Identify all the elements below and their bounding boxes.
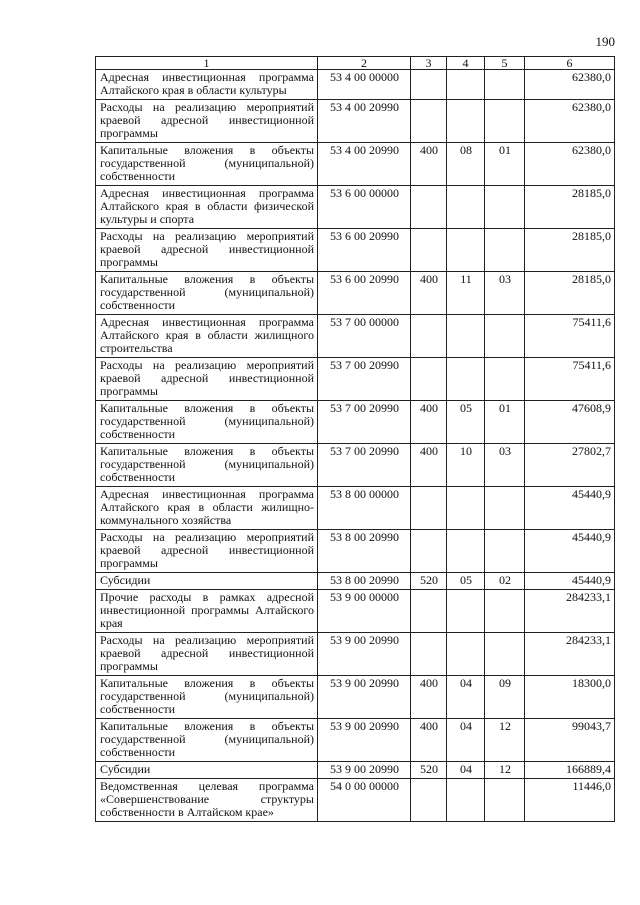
- cell-col-5: 03: [485, 272, 525, 315]
- cell-amount: 166889,4: [525, 762, 615, 779]
- header-col-2: 2: [318, 57, 411, 70]
- cell-col-4: 04: [447, 676, 485, 719]
- cell-col-4: 05: [447, 401, 485, 444]
- cell-col-3: [411, 590, 447, 633]
- cell-code: 53 6 00 20990: [318, 229, 411, 272]
- table-row: [96, 590, 615, 633]
- cell-name: Капитальные вложения в объекты государственной (муниципальной) собственности: [96, 676, 318, 719]
- header-col-6: 6: [525, 57, 615, 70]
- cell-name: Прочие расходы в рамках адресной инвестиционной программы Алтайского края: [96, 590, 318, 633]
- cell-col-3: [411, 358, 447, 401]
- cell-amount: 28185,0: [525, 229, 615, 272]
- table-row: [96, 401, 615, 444]
- cell-amount: 18300,0: [525, 676, 615, 719]
- cell-code: 53 9 00 20990: [318, 762, 411, 779]
- cell-name: Расходы на реализацию мероприятий краевой адресной инвестиционной программы: [96, 633, 318, 676]
- cell-col-3: 400: [411, 719, 447, 762]
- cell-amount: 75411,6: [525, 358, 615, 401]
- table-row: [96, 229, 615, 272]
- cell-name: Расходы на реализацию мероприятий краевой адресной инвестиционной программы: [96, 530, 318, 573]
- cell-amount: 28185,0: [525, 272, 615, 315]
- table-row: [96, 272, 615, 315]
- cell-code: 54 0 00 00000: [318, 779, 411, 822]
- table-row: [96, 444, 615, 487]
- header-col-3: 3: [411, 57, 447, 70]
- cell-col-4: 11: [447, 272, 485, 315]
- cell-code: 53 7 00 20990: [318, 358, 411, 401]
- cell-amount: 284233,1: [525, 633, 615, 676]
- cell-name: Расходы на реализацию мероприятий краевой адресной инвестиционной программы: [96, 100, 318, 143]
- table-row: [96, 633, 615, 676]
- cell-col-5: [485, 358, 525, 401]
- cell-col-3: 400: [411, 272, 447, 315]
- cell-col-3: [411, 229, 447, 272]
- cell-code: 53 6 00 20990: [318, 272, 411, 315]
- table-row: [96, 779, 615, 822]
- cell-col-5: [485, 100, 525, 143]
- cell-col-4: 05: [447, 573, 485, 590]
- cell-col-5: [485, 70, 525, 100]
- cell-col-3: [411, 70, 447, 100]
- cell-col-5: [485, 315, 525, 358]
- cell-amount: 47608,9: [525, 401, 615, 444]
- table-header: [96, 57, 615, 70]
- cell-col-5: 02: [485, 573, 525, 590]
- cell-col-3: [411, 530, 447, 573]
- cell-col-3: [411, 633, 447, 676]
- cell-amount: 27802,7: [525, 444, 615, 487]
- cell-name: Капитальные вложения в объекты государственной (муниципальной) собственности: [96, 719, 318, 762]
- cell-code: 53 7 00 00000: [318, 315, 411, 358]
- cell-code: 53 7 00 20990: [318, 444, 411, 487]
- cell-col-5: 12: [485, 719, 525, 762]
- cell-code: 53 9 00 20990: [318, 719, 411, 762]
- table-row: [96, 573, 615, 590]
- cell-code: 53 4 00 20990: [318, 100, 411, 143]
- cell-name: Адресная инвестиционная программа Алтайского края в области физической культуры и спорта: [96, 186, 318, 229]
- cell-col-5: [485, 487, 525, 530]
- cell-name: Расходы на реализацию мероприятий краевой адресной инвестиционной программы: [96, 229, 318, 272]
- page-number: 190: [595, 34, 615, 49]
- header-col-5: 5: [485, 57, 525, 70]
- cell-name: Капитальные вложения в объекты государственной (муниципальной) собственности: [96, 444, 318, 487]
- cell-code: 53 8 00 00000: [318, 487, 411, 530]
- cell-col-5: [485, 229, 525, 272]
- table-row: [96, 315, 615, 358]
- cell-col-4: 10: [447, 444, 485, 487]
- cell-col-3: [411, 186, 447, 229]
- cell-col-3: 520: [411, 762, 447, 779]
- cell-col-3: 520: [411, 573, 447, 590]
- cell-name: Капитальные вложения в объекты государственной (муниципальной) собственности: [96, 401, 318, 444]
- table-row: [96, 70, 615, 100]
- cell-col-3: 400: [411, 444, 447, 487]
- cell-code: 53 8 00 20990: [318, 573, 411, 590]
- cell-code: 53 9 00 20990: [318, 633, 411, 676]
- cell-col-3: [411, 779, 447, 822]
- cell-amount: 45440,9: [525, 487, 615, 530]
- cell-amount: 45440,9: [525, 573, 615, 590]
- header-col-4: 4: [447, 57, 485, 70]
- cell-col-4: [447, 779, 485, 822]
- cell-col-5: 01: [485, 143, 525, 186]
- cell-col-4: [447, 186, 485, 229]
- cell-name: Капитальные вложения в объекты государственной (муниципальной) собственности: [96, 143, 318, 186]
- table-row: [96, 186, 615, 229]
- table-row: [96, 358, 615, 401]
- cell-col-4: [447, 70, 485, 100]
- table-row: [96, 487, 615, 530]
- table-row: [96, 676, 615, 719]
- budget-table: [95, 56, 615, 822]
- table-row: [96, 530, 615, 573]
- cell-col-4: 04: [447, 719, 485, 762]
- cell-col-5: [485, 530, 525, 573]
- cell-name: Адресная инвестиционная программа Алтайского края в области культуры: [96, 70, 318, 100]
- cell-col-3: [411, 100, 447, 143]
- table-body: [96, 70, 615, 822]
- cell-col-5: [485, 186, 525, 229]
- cell-amount: 28185,0: [525, 186, 615, 229]
- header-row: [96, 57, 615, 70]
- table-row: [96, 100, 615, 143]
- cell-amount: 62380,0: [525, 143, 615, 186]
- cell-amount: 62380,0: [525, 100, 615, 143]
- cell-col-4: [447, 100, 485, 143]
- cell-col-5: [485, 779, 525, 822]
- cell-amount: 284233,1: [525, 590, 615, 633]
- cell-col-3: [411, 315, 447, 358]
- cell-amount: 99043,7: [525, 719, 615, 762]
- cell-code: 53 9 00 00000: [318, 590, 411, 633]
- table-row: [96, 762, 615, 779]
- cell-name: Ведомственная целевая программа «Совершенствование структуры собственности в Алтайском крае»: [96, 779, 318, 822]
- cell-name: Адресная инвестиционная программа Алтайского края в области жилищно-коммунального хозяйства: [96, 487, 318, 530]
- cell-col-4: [447, 633, 485, 676]
- cell-amount: 75411,6: [525, 315, 615, 358]
- cell-col-5: 03: [485, 444, 525, 487]
- table-row: [96, 143, 615, 186]
- cell-col-4: [447, 590, 485, 633]
- header-col-1: 1: [96, 57, 318, 70]
- cell-amount: 11446,0: [525, 779, 615, 822]
- cell-col-5: [485, 633, 525, 676]
- cell-code: 53 4 00 20990: [318, 143, 411, 186]
- cell-col-4: [447, 487, 485, 530]
- cell-col-4: 04: [447, 762, 485, 779]
- table-row: [96, 719, 615, 762]
- cell-col-4: [447, 358, 485, 401]
- cell-col-4: [447, 229, 485, 272]
- cell-code: 53 7 00 20990: [318, 401, 411, 444]
- cell-col-4: 08: [447, 143, 485, 186]
- cell-col-4: [447, 530, 485, 573]
- cell-code: 53 6 00 00000: [318, 186, 411, 229]
- cell-col-5: 09: [485, 676, 525, 719]
- cell-code: 53 9 00 20990: [318, 676, 411, 719]
- cell-code: 53 8 00 20990: [318, 530, 411, 573]
- cell-col-5: [485, 590, 525, 633]
- cell-col-4: [447, 315, 485, 358]
- cell-col-5: 12: [485, 762, 525, 779]
- cell-col-5: 01: [485, 401, 525, 444]
- cell-code: 53 4 00 00000: [318, 70, 411, 100]
- cell-amount: 45440,9: [525, 530, 615, 573]
- cell-name: Расходы на реализацию мероприятий краевой адресной инвестиционной программы: [96, 358, 318, 401]
- cell-col-3: 400: [411, 143, 447, 186]
- cell-name: Капитальные вложения в объекты государственной (муниципальной) собственности: [96, 272, 318, 315]
- cell-col-3: 400: [411, 401, 447, 444]
- cell-col-3: 400: [411, 676, 447, 719]
- cell-name: Адресная инвестиционная программа Алтайского края в области жилищного строительства: [96, 315, 318, 358]
- cell-name: Субсидии: [96, 762, 318, 779]
- cell-amount: 62380,0: [525, 70, 615, 100]
- cell-col-3: [411, 487, 447, 530]
- cell-name: Субсидии: [96, 573, 318, 590]
